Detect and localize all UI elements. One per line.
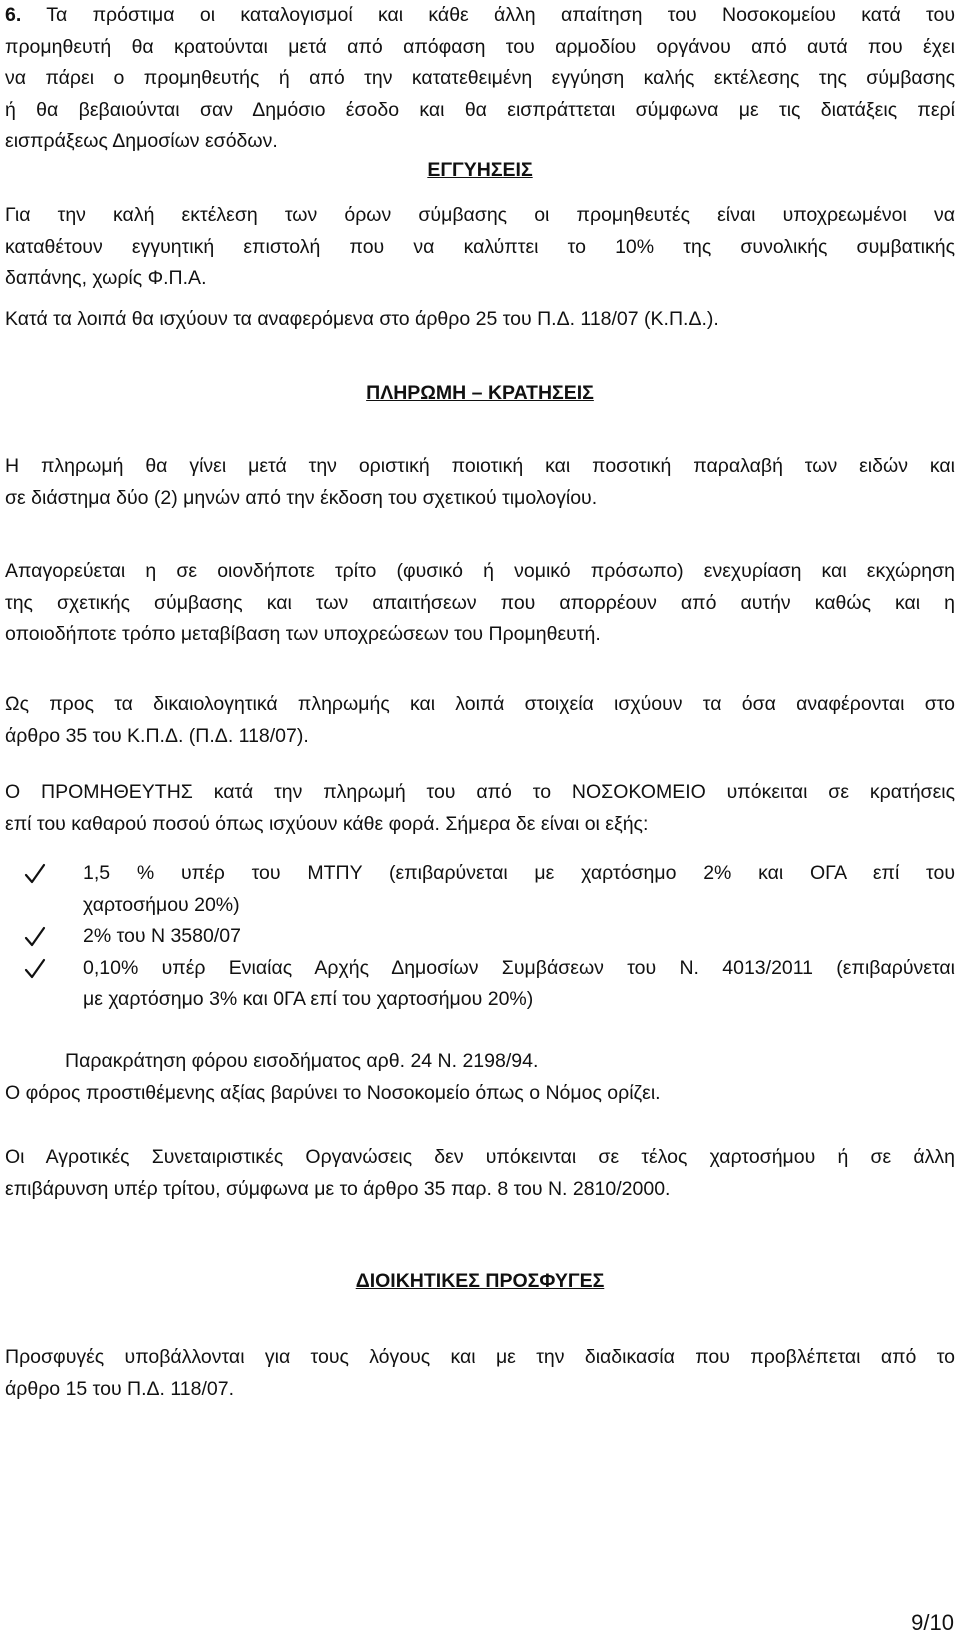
- intro-line: εισπράξεως Δημοσίων εσόδων.: [5, 130, 278, 152]
- payment-paragraph-5: [5, 1142, 955, 1205]
- guarantees-heading-text: ΕΓΓΥΗΣΕΙΣ: [427, 159, 533, 181]
- appeals-line: άρθρο 15 του Π.Δ. 118/07.: [5, 1377, 235, 1400]
- vat-note: [5, 1078, 955, 1110]
- guarantees-paragraph: [5, 200, 955, 295]
- checklist-item-line: χαρτοσήμου 20%): [83, 893, 240, 916]
- appeals-line: Προσφυγές υποβάλλονται για τους λόγους και με την διαδικασία που προβλέπεται από το: [5, 1346, 955, 1368]
- guarantees-heading: [0, 155, 960, 187]
- checklist-item: [5, 858, 955, 921]
- payment-line: Οι Αγροτικές Συνεταιριστικές Οργανώσεις δεν υπόκεινται σε τέλος χαρτοσήμου ή σε άλλη: [5, 1146, 955, 1168]
- intro-line: ή θα βεβαιούνται σαν Δημόσιο έσοδο και θα εισπράττεται σύμφωνα με τις διατάξεις περί: [5, 98, 955, 121]
- checkmark-icon: [23, 953, 47, 984]
- checkmark-icon: [23, 921, 47, 952]
- payment-paragraph-1: [5, 451, 955, 514]
- intro-line: να πάρει ο προμηθευτής ή από την κατατεθειμένη εγγύηση καλής εκτέλεσης της σύμβασης: [5, 67, 955, 89]
- checklist-item: [5, 921, 955, 953]
- payment-line: επιβάρυνση υπέρ τρίτου, σύμφωνα με το άρθρο 35 παρ. 8 του Ν. 2810/2000.: [5, 1177, 671, 1200]
- payment-line: Απαγορεύεται η σε οιονδήποτε τρίτο (φυσικό ή νομικό πρόσωπο) ενεχυρίαση και εκχώρηση: [5, 560, 955, 582]
- guarantees-line: Για την καλή εκτέλεση των όρων σύμβασης οι προμηθευτές είναι υποχρεωμένοι να: [5, 204, 955, 226]
- income-tax-note: [65, 1046, 955, 1078]
- vat-note-text: Ο φόρος προστιθέμενης αξίας βαρύνει το Νοσοκομείο όπως ο Νόμος ορίζει.: [5, 1082, 661, 1104]
- checklist-item-line: 0,10% υπέρ Ενιαίας Αρχής Δημοσίων Συμβάσεων του Ν. 4013/2011 (επιβαρύνεται: [83, 956, 955, 979]
- appeals-paragraph: [5, 1342, 955, 1405]
- payment-line: επί του καθαρού ποσού όπως ισχύουν κάθε φορά. Σήμερα δε είναι οι εξής:: [5, 812, 649, 835]
- guarantees-line: καταθέτουν εγγυητική επιστολή που να καλύπτει το 10% της συνολικής συμβατικής: [5, 235, 955, 258]
- payment-line: Ως προς τα δικαιολογητικά πληρωμής και λοιπά στοιχεία ισχύουν τα όσα αναφέρονται στο: [5, 693, 955, 715]
- checklist-item-line: 2% του Ν 3580/07: [83, 925, 241, 947]
- page-number: 9/10: [911, 1610, 954, 1635]
- payment-line: Ο ΠΡΟΜΗΘΕΥΤΗΣ κατά την πληρωμή του από το ΝΟΣΟΚΟΜΕΙΟ υπόκειται σε κρατήσεις: [5, 781, 955, 803]
- guarantees-line: δαπάνης, χωρίς Φ.Π.Α.: [5, 267, 207, 289]
- intro-paragraph: [5, 0, 955, 158]
- item-number: 6.: [5, 4, 22, 26]
- payment-paragraph-3: [5, 689, 955, 752]
- guarantees-note-text: Κατά τα λοιπά θα ισχύουν τα αναφερόμενα στο άρθρο 25 του Π.Δ. 118/07 (Κ.Π.Δ.).: [5, 308, 719, 330]
- intro-line: προμηθευτή θα κρατούνται μετά από απόφαση του αρμοδίου οργάνου από αυτά που έχει: [5, 35, 955, 58]
- payment-line: της σχετικής σύμβασης και των απαιτήσεων που απορρέουν από αυτήν καθώς και η: [5, 591, 955, 614]
- intro-line: 6. Τα πρόστιμα οι καταλογισμοί και κάθε άλλη απαίτηση του Νοσοκομείου κατά του: [5, 4, 955, 26]
- income-tax-text: Παρακράτηση φόρου εισοδήματος αρθ. 24 Ν. 2198/94.: [65, 1050, 539, 1072]
- payment-heading: ΠΛΗΡΩΜΗ – ΚΡΑΤΗΣΕΙΣ: [366, 382, 594, 404]
- checklist-item: [5, 953, 955, 1016]
- payment-line: σε διάστημα δύο (2) μηνών από την έκδοση του σχετικού τιμολογίου.: [5, 486, 598, 509]
- payment-line: οποιοδήποτε τρόπο μεταβίβαση των υποχρεώσεων του Προμηθευτή.: [5, 623, 601, 645]
- payment-paragraph-4: [5, 777, 955, 840]
- checklist-item-line: 1,5 % υπέρ του ΜΤΠΥ (επιβαρύνεται με χαρτόσημο 2% και ΟΓΑ επί του: [83, 862, 955, 884]
- payment-paragraph-2: [5, 556, 955, 651]
- payment-line: άρθρο 35 του Κ.Π.Δ. (Π.Δ. 118/07).: [5, 724, 309, 747]
- guarantees-note: [5, 304, 955, 336]
- payment-line: Η πληρωμή θα γίνει μετά την οριστική ποιοτική και ποσοτική παραλαβή των ειδών και: [5, 455, 955, 477]
- checklist-item-line: με χαρτόσημο 3% και 0ΓΑ επί του χαρτοσήμου 20%): [83, 988, 534, 1010]
- deductions-checklist: [5, 858, 955, 1016]
- checkmark-icon: [23, 858, 47, 889]
- appeals-heading: ΔΙΟΙΚΗΤΙΚΕΣ ΠΡΟΣΦΥΓΕΣ: [355, 1270, 605, 1292]
